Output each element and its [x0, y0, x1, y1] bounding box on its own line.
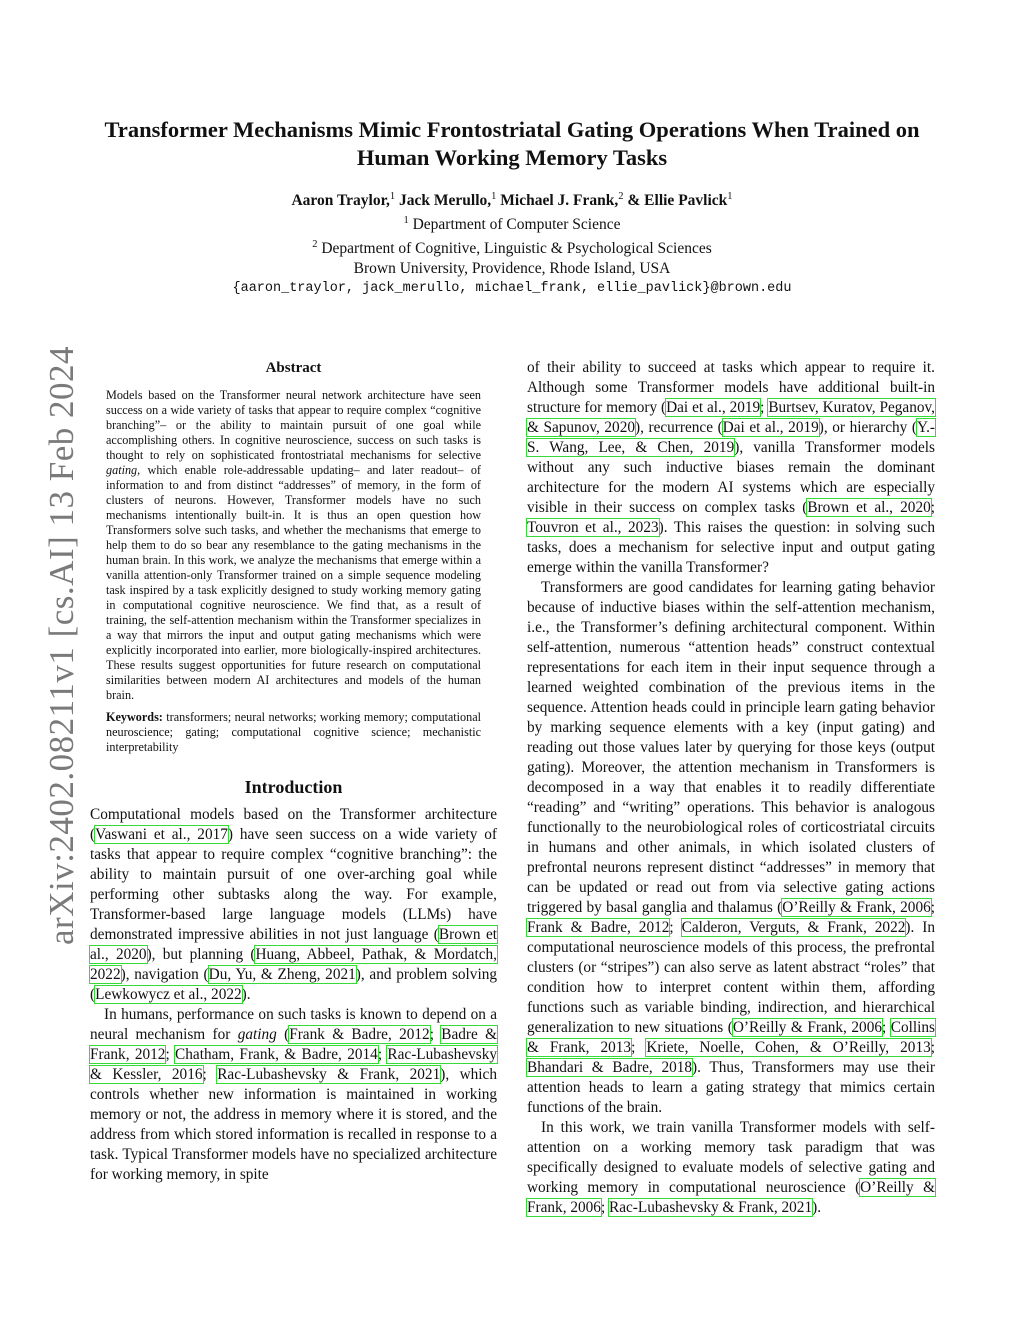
- text-run: In this work, we train vanilla Transformer models with self-attention on a working memory task paradigm that was specifically designed to evaluate models of selective gating and working memory in computational neuroscience (: [527, 1119, 935, 1196]
- paper-header: [80, 116, 944, 299]
- text-run: ). Thus, Transformers may use their attention heads to learn a gating strategy that mimics certain functions of the brain.: [527, 1059, 935, 1116]
- institution: Brown University, Providence, Rhode Island, USA: [353, 260, 671, 278]
- text-run: ;: [930, 499, 935, 516]
- text-run: ). In computational neuroscience models of this process, the prefrontal clusters (or “stripes”) can also serve as latent abstract “roles” that condition how to interpret content within them, affording functions such as variable binding, indirection, and hierarchical generalization to new situations (: [527, 919, 935, 1036]
- citation-link[interactable]: Rac-Lubashevsky & Frank, 2021: [217, 1066, 441, 1083]
- emphasis-term: gating: [106, 463, 138, 477]
- author-name: Michael J. Frank,: [500, 192, 619, 210]
- citation-link[interactable]: Rac-Lubashevsky & Kessler, 2016: [90, 1046, 498, 1083]
- citation-link[interactable]: Bhandari & Badre, 2018: [527, 1059, 693, 1076]
- text-run: ;: [429, 1026, 442, 1043]
- author-emails[interactable]: {aaron_traylor, jack_merullo, michael_frank, ellie_pavlick}@brown.edu: [232, 281, 792, 297]
- citation-link[interactable]: Dai et al., 2019: [722, 419, 819, 436]
- paragraph: [527, 578, 935, 1118]
- text-run: Transformers are good candidates for learning gating behavior because of inductive biases within the self-attention mechanism, i.e., the Transformer’s defining architectural component. Within self-attention, numerous “attention heads” construct contextual representations for each item in their input sequence through a learned weighted combination of the previous items in the sequence. Attention heads could in principle learn gating behavior by marking sequence elements with a key (input gating) and reading out those values later by querying for those keys (output gating). Moreover, the attention mechanism in Transformers is decomposed in a way that enables it to readily differentiate “reading” and “writing” operations. This behavior is analogous functionally to the neurobiological roles of corticostriatal circuits in humans and other animals, in which isolated clusters of prefrontal neurons represent distinct “addresses” in memory that can be updated or read out from via selective gating actions triggered by basal ganglia and thalamus (: [527, 579, 935, 916]
- citation-link[interactable]: O’Reilly & Frank, 2006: [782, 899, 931, 916]
- text-run: ), but planning (: [146, 946, 256, 963]
- citation-link[interactable]: Touvron et al., 2023: [527, 519, 659, 536]
- paragraph: [527, 358, 935, 578]
- author-affiliation-mark: 1: [727, 191, 733, 202]
- affiliation-line: [80, 211, 944, 235]
- text-run: ;: [377, 1046, 388, 1063]
- citation-link[interactable]: Frank & Badre, 2012: [289, 1026, 430, 1043]
- text-run: ), navigation (: [120, 966, 209, 983]
- text-run: ), vanilla Transformer models without any such inductive biases remain the dominant architecture for the modern AI systems which are especially visible in their success on complex tasks (: [527, 439, 935, 516]
- left-column: [90, 358, 497, 1185]
- text-run: ) have seen success on a wide variety of tasks that appear to require complex “cognitive branching”: the ability to maintain pursuit of one over-arching goal while performing other subtasks along the way. For example, Transformer-based large language models (LLMs) have demonstrated impressive abilities in not just language (: [90, 826, 498, 943]
- text-run: In humans, performance on such tasks is known to depend on a neural mechanism for: [90, 1006, 497, 1043]
- text-run: ).: [241, 986, 251, 1003]
- text-run: ;: [631, 1039, 647, 1056]
- emphasis-term: gating: [237, 1026, 277, 1043]
- paragraph: [527, 1118, 935, 1218]
- abstract-section: [90, 358, 497, 755]
- citation-link[interactable]: Chatham, Frank, & Badre, 2014: [175, 1046, 378, 1063]
- citation-link[interactable]: Lewkowycz et al., 2022: [95, 986, 242, 1003]
- text-run: ), and problem solving (: [90, 966, 497, 1003]
- affiliation-text: Department of Cognitive, Linguistic & Psychological Sciences: [321, 240, 712, 258]
- text-run: ;: [930, 1039, 935, 1056]
- introduction-body-right: [527, 358, 935, 1218]
- citation-link[interactable]: Vaswani et al., 2017: [95, 826, 228, 843]
- text-run: (: [276, 1026, 290, 1043]
- arxiv-identifier-stamp: arXiv:2402.08211v1 [cs.AI] 13 Feb 2024: [42, 345, 81, 945]
- abstract-heading: Abstract: [265, 360, 322, 376]
- text-run: ;: [165, 1046, 176, 1063]
- text-run: ), recurrence (: [635, 419, 723, 436]
- introduction-body-left: [90, 805, 497, 1185]
- author-affiliation-mark: 1: [491, 191, 497, 202]
- paper-title: Transformer Mechanisms Mimic Frontostriatal Gating Operations When Trained on Human Working Memory Tasks: [104, 117, 920, 170]
- abstract-text: [106, 388, 481, 703]
- text-run: ), which controls whether new information is maintained in working memory or not, the address in memory where it is stored, and the address from which stored information is recalled in response to a task. Typical Transformer models have no specialized architecture for working memory, in spite: [90, 1066, 497, 1183]
- citation-link[interactable]: O’Reilly & Frank, 2006: [732, 1019, 882, 1036]
- citation-link[interactable]: O’Reilly & Frank, 2006: [527, 1179, 935, 1216]
- text-run: ).: [812, 1199, 822, 1216]
- citation-link[interactable]: Brown et al., 2020: [807, 499, 931, 516]
- citation-link[interactable]: Badre & Frank, 2012: [90, 1026, 498, 1063]
- citation-link[interactable]: Dai et al., 2019: [666, 399, 761, 416]
- abstract-text-part: Models based on the Transformer neural network architecture have seen success on a wide variety of tasks that appear to require complex “cognitive branching”– or the ability to maintain pursuit of one goal while accomplishing others. In cognitive neuroscience, success on such tasks is thought to rely on sophisticated frontostriatal mechanisms for selective: [106, 388, 481, 462]
- abstract-text-part: , which enable role-addressable updating– and later readout– of information to and from distinct “addresses” of memory, in the form of clusters of neurons. However, Transformer models have no such mechanisms intentionally built-in. It is thus an open question how Transformers solve such tasks, and whether the mechanisms that emerge to help them to do so bear any resemblance to the gating mechanisms in the human brain. In this work, we analyze the mechanisms that emerge within a vanilla attention-only Transformer trained on a simple sequence modeling task inspired by a task explicitly designed to study working memory gating in computational cognitive neuroscience. We find that, as a result of training, the self-attention mechanism within the Transformer specializes in a way that mirrors the input and output gating mechanisms which were explicitly incorporated into earlier, more biologically-inspired architectures. These results suggest opportunities for future research on computational similarities between modern AI architectures and models of the human brain.: [106, 463, 481, 702]
- right-column: [527, 358, 935, 1218]
- keywords-list: transformers; neural networks; working memory; computational neuroscience; gating; computational cognitive science; mechanistic interpretability: [106, 710, 481, 754]
- citation-link[interactable]: Du, Yu, & Zheng, 2021: [208, 966, 356, 983]
- author-name: Aaron Traylor,: [291, 192, 390, 210]
- author-name: & Ellie Pavlick: [627, 192, 728, 210]
- citation-link[interactable]: Brown et al., 2020: [90, 926, 497, 963]
- citation-link[interactable]: Burtsev, Kuratov, Peganov, & Sapunov, 2020: [527, 399, 935, 436]
- affiliation-mark: 1: [403, 215, 409, 227]
- text-run: ;: [669, 919, 682, 936]
- keywords: [106, 710, 481, 755]
- author-name: Jack Merullo,: [399, 192, 492, 210]
- citation-link[interactable]: Calderon, Verguts, & Frank, 2022: [681, 919, 906, 936]
- citation-link[interactable]: Kriete, Noelle, Cohen, & O’Reilly, 2013: [646, 1039, 931, 1056]
- affiliation-mark: 2: [312, 239, 318, 251]
- citation-link[interactable]: Y.-S. Wang, Lee, & Chen, 2019: [527, 419, 935, 456]
- paragraph: [90, 1005, 497, 1185]
- text-run: ;: [882, 1019, 891, 1036]
- affiliation-line: [80, 235, 944, 259]
- citation-link[interactable]: Collins & Frank, 2013: [527, 1019, 935, 1056]
- citation-link[interactable]: Frank & Badre, 2012: [527, 919, 670, 936]
- author-affiliation-mark: 2: [618, 191, 624, 202]
- text-run: ;: [760, 399, 769, 416]
- author-affiliation-mark: 1: [389, 191, 396, 202]
- introduction-heading: Introduction: [244, 777, 343, 797]
- author-list: [80, 186, 944, 211]
- text-run: ), or hierarchy (: [818, 419, 917, 436]
- affiliation-text: Department of Computer Science: [412, 216, 621, 234]
- text-run: ;: [930, 899, 935, 916]
- text-run: Computational models based on the Transformer architecture (: [90, 806, 497, 843]
- text-run: ;: [202, 1066, 218, 1083]
- citation-link[interactable]: Huang, Abbeel, Pathak, & Mordatch, 2022: [90, 946, 497, 983]
- keywords-label: Keywords:: [106, 710, 163, 724]
- text-run: ). This raises the question: in solving such tasks, does a mechanism for selective input and output gating emerge within the vanilla Transformer?: [527, 519, 935, 576]
- paragraph: [90, 805, 497, 1005]
- text-run: ;: [600, 1199, 610, 1216]
- citation-link[interactable]: Rac-Lubashevsky & Frank, 2021: [609, 1199, 813, 1216]
- text-run: of their ability to succeed at tasks which appear to require it. Although some Transformer models have additional built-in structure for memory (: [527, 359, 935, 416]
